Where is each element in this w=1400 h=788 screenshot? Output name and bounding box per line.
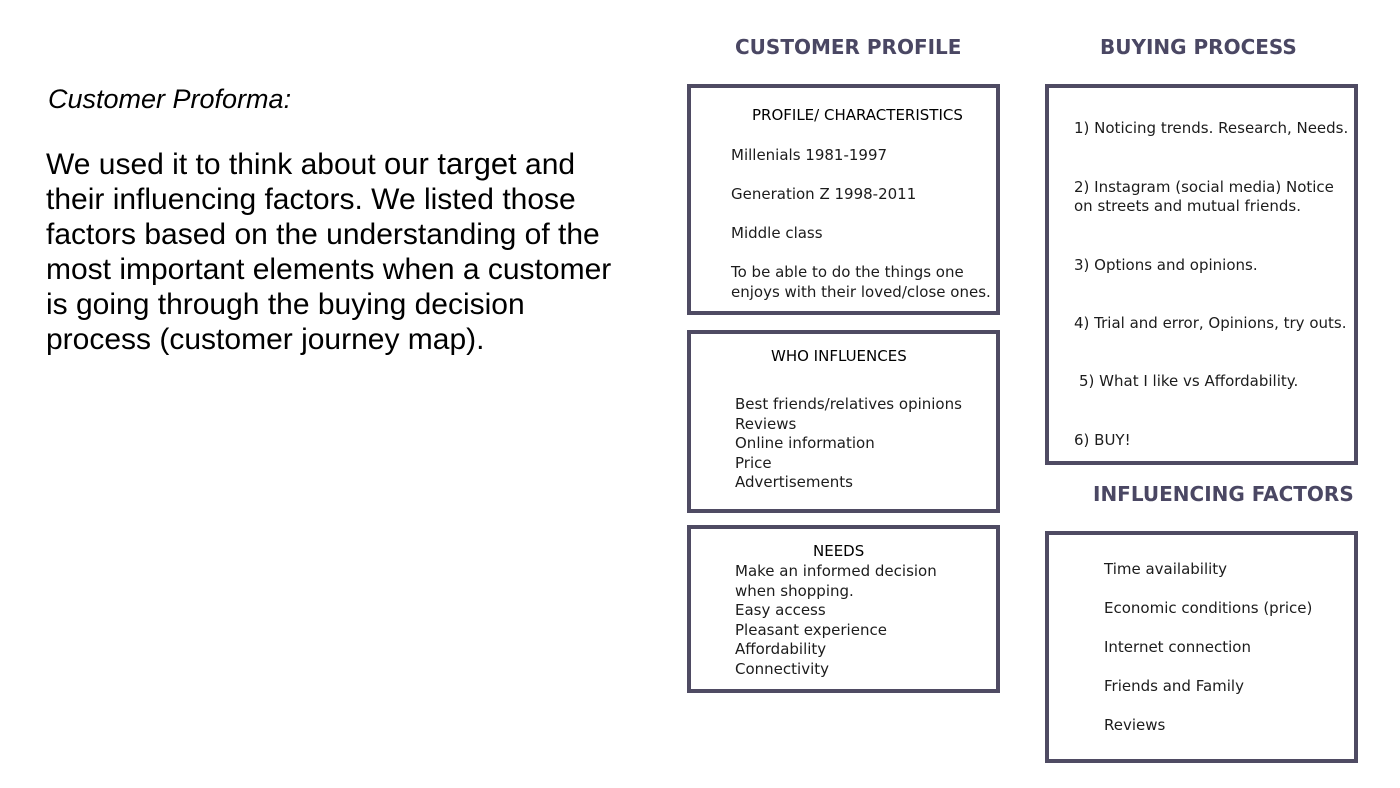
customer-proforma-subtitle: Customer Proforma:	[48, 84, 292, 114]
profile-characteristics-title: PROFILE/ CHARACTERISTICS	[752, 106, 963, 124]
factor-friends-family: Friends and Family	[1104, 677, 1244, 695]
factor-economic-conditions: Economic conditions (price)	[1104, 599, 1313, 617]
profile-characteristics-box	[687, 84, 1000, 315]
factor-internet-connection: Internet connection	[1104, 638, 1251, 656]
needs-title: NEEDS	[813, 542, 865, 560]
buying-step-2-line1: 2) Instagram (social media) Notice	[1074, 178, 1334, 196]
list-item: Pleasant experience	[735, 620, 887, 639]
buying-step-4: 4) Trial and error, Opinions, try outs.	[1074, 314, 1347, 332]
buying-process-heading: BUYING PROCESS	[1100, 35, 1297, 59]
intro-paragraph	[46, 146, 626, 357]
list-item: when shopping.	[735, 581, 854, 600]
buying-step-1: 1) Noticing trends. Research, Needs.	[1074, 119, 1349, 137]
list-item: Make an informed decision	[735, 562, 937, 580]
buying-step-3: 3) Options and opinions.	[1074, 256, 1258, 274]
needs-box	[687, 525, 1000, 693]
intro-body-emphasis: our target	[383, 146, 517, 181]
intro-body-part1: We used it to think about	[46, 148, 384, 181]
profile-item-millenials: Millenials 1981-1997	[731, 146, 888, 164]
list-item: Easy access	[735, 601, 826, 620]
needs-list	[735, 562, 937, 680]
customer-profile-heading: CUSTOMER PROFILE	[735, 35, 962, 59]
buying-step-6: 6) BUY!	[1074, 431, 1131, 449]
who-influences-list	[735, 395, 962, 493]
buying-step-2-line2: on streets and mutual friends.	[1074, 197, 1301, 215]
who-influences-box	[687, 330, 1000, 513]
list-item: Best friends/relatives opinions	[735, 395, 962, 413]
intro-body-part2: and their influencing factors. We listed those factors based on the understanding of the most important elements when a customer is going through the buying decision process (customer journey map).	[46, 148, 612, 356]
profile-item-goal-line1: To be able to do the things one	[731, 263, 964, 281]
factor-time-availability: Time availability	[1104, 560, 1228, 578]
factor-reviews: Reviews	[1104, 716, 1166, 734]
list-item: Affordability	[735, 640, 827, 659]
buying-step-5: 5) What I like vs Affordability.	[1079, 372, 1299, 390]
list-item: Price	[735, 453, 772, 472]
influencing-factors-heading: INFLUENCING FACTORS	[1093, 482, 1354, 506]
list-item: Reviews	[735, 414, 797, 433]
who-influences-title: WHO INFLUENCES	[771, 347, 907, 365]
profile-item-goal-line2: enjoys with their loved/close ones.	[731, 283, 991, 301]
profile-item-middle-class: Middle class	[731, 224, 823, 242]
list-item: Online information	[735, 434, 875, 453]
profile-item-generation-z: Generation Z 1998-2011	[731, 185, 917, 203]
influencing-factors-box	[1045, 531, 1358, 763]
list-item: Connectivity	[735, 659, 829, 678]
list-item: Advertisements	[735, 473, 853, 492]
buying-process-box	[1045, 84, 1358, 465]
